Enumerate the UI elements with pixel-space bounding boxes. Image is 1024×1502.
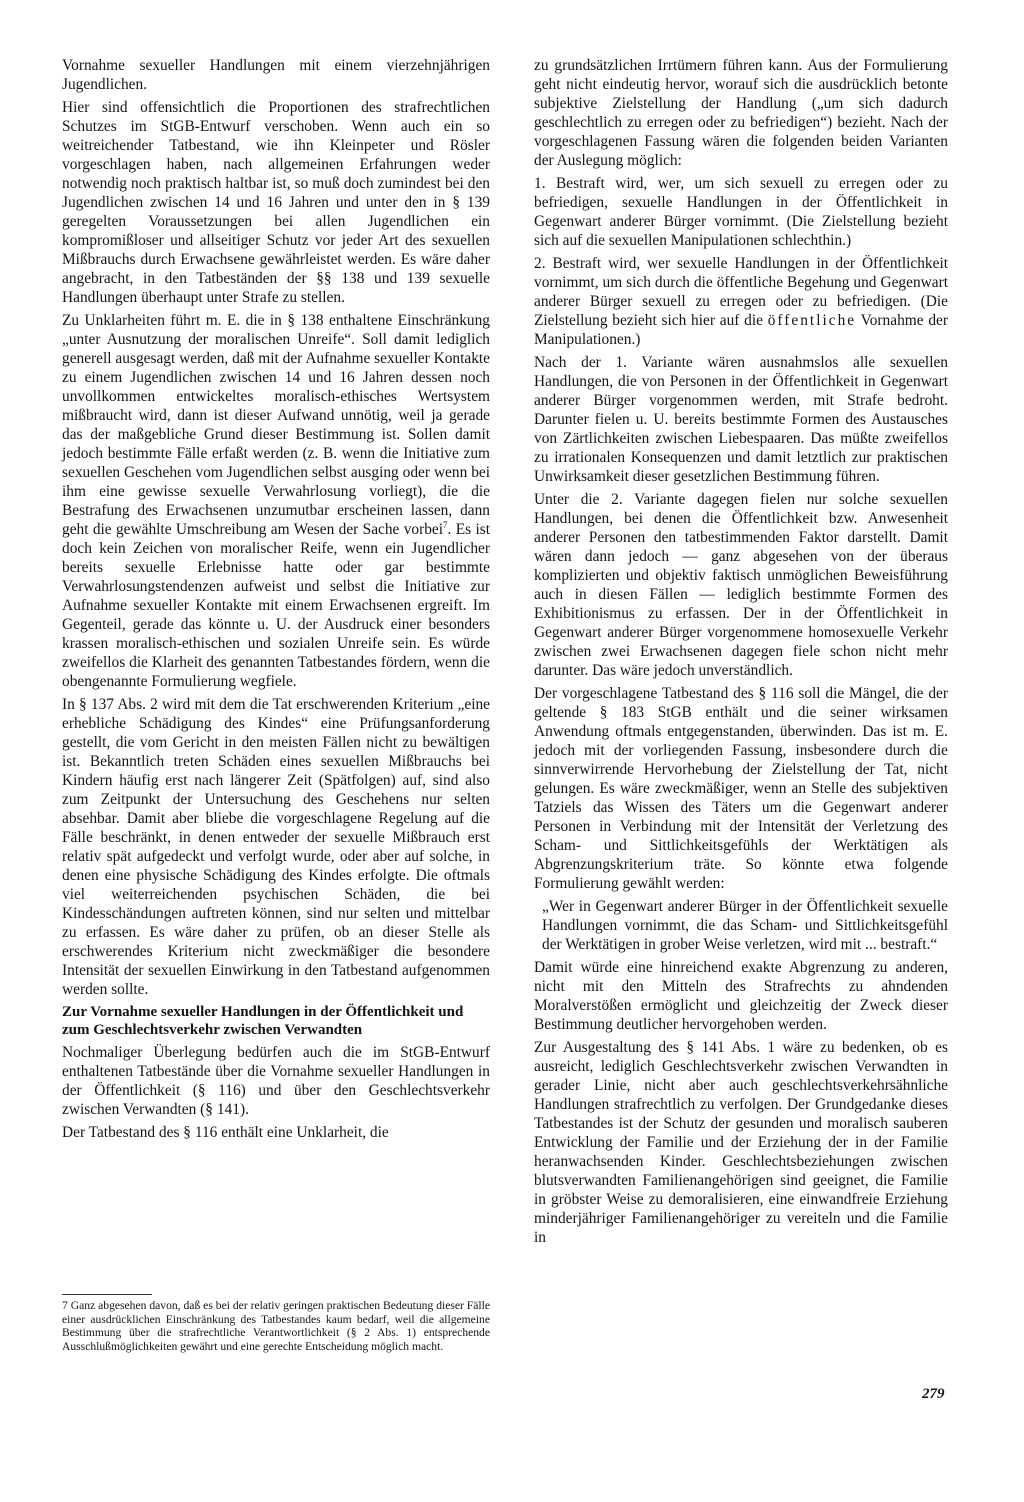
paragraph-text: Vornahme der Manipulationen.) <box>534 312 949 348</box>
paragraph: zu grundsätzlichen Irrtümern führen kann. Aus der Formulierung geht nicht eindeutig hervor, worauf sich die ausdrücklich betonte subjektive Zielstellung der Handlung („um sich dadurch geschlechtlich zu erregen oder zu befriedigen“) bezieht. Nach der vorgeschlagenen Fassung wären die folgenden beiden Varianten der Auslegung möglich: <box>534 57 948 169</box>
paragraph: Zur Ausgestaltung des § 141 Abs. 1 wäre zu bedenken, ob es ausreicht, lediglich Geschlechtsverkehr zwischen Verwandten in gerader Linie, nicht aber auch geschlechtsverkehrsähnliche Handlungen strafrechtlich zu verfolgen. Der Grundgedanke dieses Tatbestandes ist der Schutz der gesunden und moralisch sauberen Entwicklung der Familie und der Erziehung der in der Familie heranwachsenden Kinder. Geschlechtsbeziehungen zwischen blutsverwandten Familienangehörigen sind geeignet, die Familie in gröbster Weise zu demoralisieren, eine einwandfreie Erziehung minderjähriger Familienangehöriger zu vereiteln und die Familie in <box>534 1039 948 1246</box>
paragraph: Vornahme sexueller Handlungen mit einem vierzehnjährigen Jugendlichen. <box>62 57 490 93</box>
page-number: 279 <box>922 1386 945 1402</box>
paragraph-text: . Es ist doch kein Zeichen von moralischer Reife, wenn ein Jugendlicher bereits sexuelle Erlebnisse hatte oder gar bestimmte Verwahrlosungstendenzen aufweist und selbst die Initiative zur Aufnahme sexueller Kontakte mit einem Erwachsenen ergreift. Im Gegenteil, gerade das könnte u. U. der Ausdruck einer besonders krassen moralisch-ethischen und sozialen Unreife sein. Es würde zweifellos die Klarheit des genannten Tatbestandes fördern, wenn die obengenannte Formulierung wegfiele. <box>62 521 490 690</box>
paragraph: In § 137 Abs. 2 wird mit dem die Tat erschwerenden Kriterium „eine erhebliche Schädigung des Kindes“ eine Prüfungsanforderung gestellt, die vom Gericht in den meisten Fällen nicht zu bewältigen ist. Bekanntlich treten Schäden eines sexuellen Mißbrauchs bei Kindern häufig erst nach längerer Zeit (Spätfolgen) auf, sind also zum Zeitpunkt der Untersuchung des Geschehens nur selten absehbar. Damit aber bliebe die vorgeschlagene Regelung auf die Fälle beschränkt, in denen entweder der sexuelle Mißbrauch erst relativ spät aufgedeckt und verfolgt wurde, oder aber auf solche, in denen eine physische Schädigung des Kindes erfolgte. Die oftmals viel weiterreichenden psychischen Schäden, die bei Kindesschändungen auftreten können, sind nur selten und mittelbar zu erfassen. Es wäre daher zu prüfen, ob an dieser Stelle als erschwerendes Kriterium nicht zweckmäßiger die besondere Intensität der sexuellen Einwirkung in den Tatbestand aufgenommen werden sollte. <box>62 696 490 998</box>
paragraph-text: 2. Bestraft wird, wer sexuelle Handlungen in der Öffentlichkeit vornimmt, um sich durch die öffentliche Begehung und Gegenwart anderer Bürger sexuell zu erregen oder zu befriedigen. (Die Zielstellung bezieht sich hier auf die <box>534 255 948 329</box>
paragraph <box>62 311 490 691</box>
paragraph-text: Zu Unklarheiten führt m. E. die in § 138 enthaltene Einschränkung „unter Ausnutzung der moralischen Unreife“. Soll damit lediglich generell ausgesagt werden, daß mit der Aufnahme sexueller Kontakte zu einem Jugendlichen zwischen 14 und 16 Jahren dessen noch unvollkommen entwickeltes moralisch-ethisches Wertsystem mißbraucht wird, dann ist dieser Aufwand unnötig, weil ja gerade das der maßgebliche Grund dieser Bestimmung ist. Sollen damit jedoch bestimmte Fälle erfaßt werden (z. B. wenn die Initiative zum sexuellen Geschehen vom Jugendlichen selbst ausging oder wenn bei ihm eine gewisse sexuelle Verwahrlosung vorliegt), die die Bestrafung des Erwachsenen unzumutbar erscheinen lassen, dann geht die gewählte Umschreibung am Wesen der Sache vorbei <box>62 312 490 538</box>
paragraph: Damit würde eine hinreichend exakte Abgrenzung zu anderen, nicht mit den Mitteln des Strafrechts zu ahndenden Moralverstößen ermöglicht und gleichzeitig der Zweck dieser Bestimmung deutlicher hervorgehoben werden. <box>534 959 948 1033</box>
right-column <box>534 56 948 1251</box>
paragraph: Nochmaliger Überlegung bedürfen auch die im StGB-Entwurf enthaltenen Tatbestände über die Vornahme sexueller Handlungen in der Öffentlichkeit (§ 116) und über den Geschlechtsverkehr zwischen Verwandten (§ 141). <box>62 1044 490 1118</box>
left-column <box>62 56 490 1146</box>
paragraph: Nach der 1. Variante wären ausnahmslos alle sexuellen Handlungen, die von Personen in der Öffentlichkeit in Gegenwart anderer Bürger vorgenommen werden, mit Strafe bedroht. Darunter fielen u. U. bereits bestimmte Formen des Austausches von Zärtlichkeiten zwischen Liebespaaren. Das müßte zweifellos zu irrationalen Konsequenzen und damit letztlich zur praktischen Unwirksamkeit dieser gesetzlichen Bestimmung führen. <box>534 354 948 485</box>
paragraph: Der Tatbestand des § 116 enthält eine Unklarheit, die <box>62 1124 389 1141</box>
block-quote: „Wer in Gegenwart anderer Bürger in der Öffentlichkeit sexuelle Handlungen vornimmt, die das Scham- und Sittlichkeitsgefühl der Werktätigen in grober Weise verletzen, wird mit ... bestraft.“ <box>542 898 948 953</box>
paragraph: 1. Bestraft wird, wer, um sich sexuell zu erregen oder zu befriedigen, sexuelle Handlungen in der Öffentlichkeit in Gegenwart anderer Bürger vornimmt. (Die Zielstellung bezieht sich auf die sexuellen Manipulationen schlechthin.) <box>534 175 948 249</box>
section-heading: Zur Vornahme sexueller Handlungen in der Öffentlichkeit und zum Geschlechtsverkehr zwischen Verwandten <box>62 1004 464 1038</box>
paragraph: Unter die 2. Variante dagegen fielen nur solche sexuellen Handlungen, bei denen die Öffentlichkeit bzw. Anwesenheit anderer Personen den tatbestimmenden Faktor darstellt. Damit wären dann jedoch — ganz abgesehen von der überaus komplizierten und objektiv faktisch unmöglichen Beweisführung auch in diesen Fällen — lediglich bestimmte Formen des Exhibitionismus zu erfassen. Der in der Öffentlichkeit in Gegenwart anderer Bürger vorgenommene homosexuelle Verkehr zwischen zwei Erwachsenen dagegen fiele schon nicht mehr darunter. Das wäre jedoch unverständlich. <box>534 491 948 679</box>
paragraph <box>534 254 948 349</box>
footnote-block <box>62 1294 490 1353</box>
paragraph: Hier sind offensichtlich die Proportionen des strafrechtlichen Schutzes im StGB-Entwurf verschoben. Wenn auch ein so weitreichender Tatbestand, wie ihn Kleinpeter und Rösler vorgeschlagen haben, nach allgemeinen Erfahrungen weder notwendig noch praktisch haltbar ist, so muß doch zumindest bei den Jugendlichen zwischen 14 und 16 Jahren und unter den in § 139 geregelten Voraussetzungen bei allen Jugendlichen ein kompromißloser und allseitiger Schutz vor jeder Art des sexuellen Mißbrauchs durch Erwachsene gewährleistet werden. Es wäre daher angebracht, in den Tatbeständen der §§ 138 und 139 sexuelle Handlungen überhaupt unter Strafe zu stellen. <box>62 99 490 306</box>
footnote-divider <box>62 1294 152 1295</box>
footnote: 7 Ganz abgesehen davon, daß es bei der relativ geringen praktischen Bedeutung dieser Fälle einer ausdrücklichen Einschränkung des Tatbestandes kaum bedarf, weil die allgemeine Bestimmung über die strafrechtliche Verantwortlichkeit (§ 2 Abs. 1) entsprechende Ausschlußmöglichkeiten gewährt und eine gerechte Entscheidung möglich macht. <box>62 1299 490 1353</box>
footnote-marker: 7 <box>443 519 448 530</box>
emphasized-word: öffentliche <box>767 312 857 329</box>
paragraph: Der vorgeschlagene Tatbestand des § 116 soll die Mängel, die der geltende § 183 StGB enthält und die seiner wirksamen Anwendung oftmals entgegenstanden, überwinden. Das ist m. E. jedoch mit der vorliegenden Fassung, insbesondere durch die sinnverwirrende Hervorhebung der Zielstellung der Tat, nicht gelungen. Es wäre zweckmäßiger, wenn an Stelle des subjektiven Tatziels das Wissen des Täters um die Gegenwart anderer Personen in Verbindung mit der Intensität der Verletzung des Scham- und Sittlichkeitsgefühls der Werktätigen als Abgrenzungskriterium träte. So könnte etwa folgende Formulierung gewählt werden: <box>534 685 948 892</box>
